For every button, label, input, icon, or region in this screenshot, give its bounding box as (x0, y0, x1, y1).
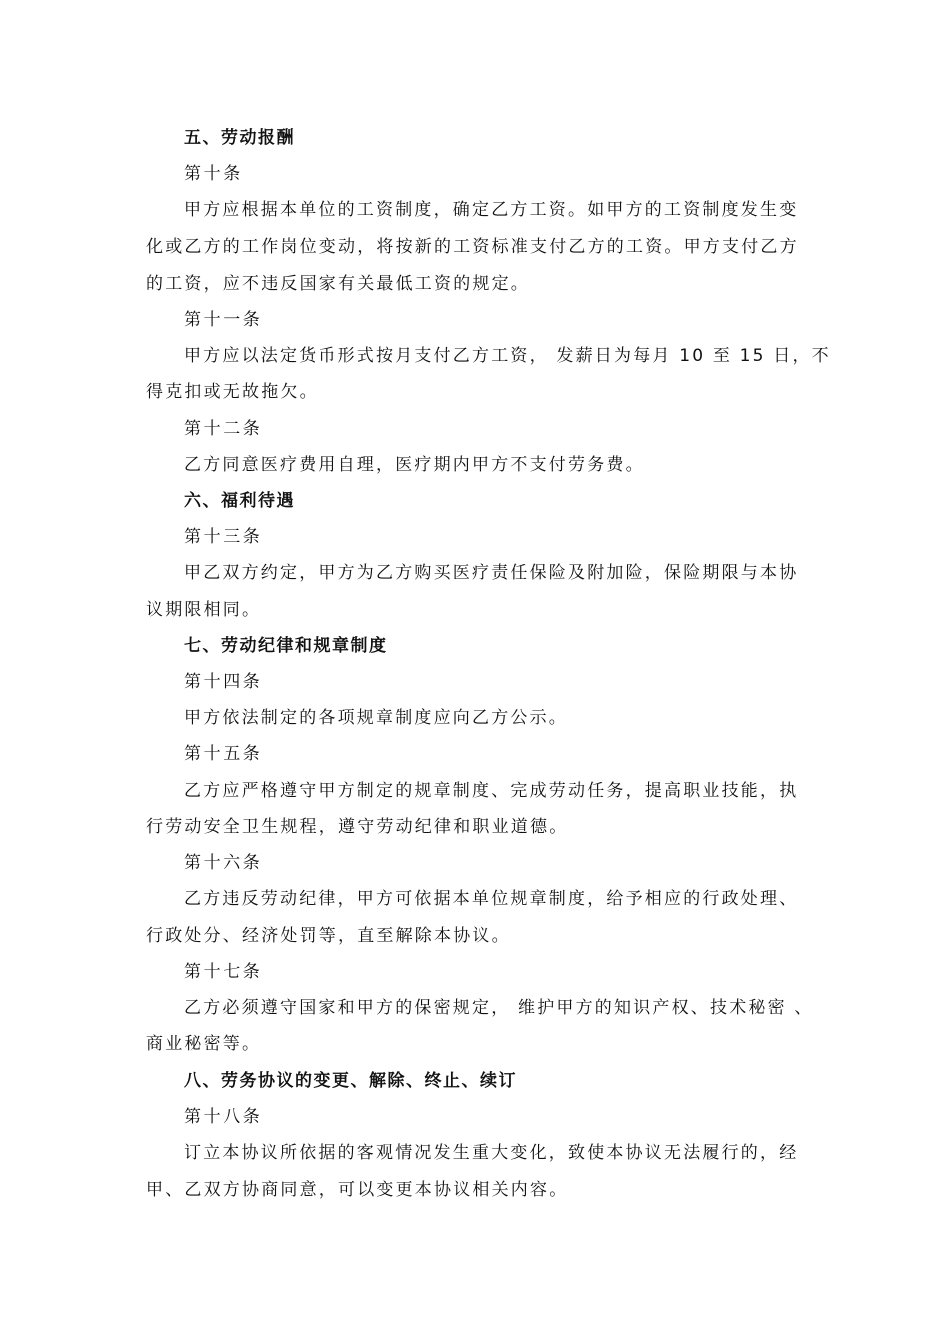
paragraph-line: 甲乙双方约定，甲方为乙方购买医疗责任保险及附加险，保险期限与本协 (184, 563, 799, 583)
paragraph-line: 甲方应以法定货币形式按月支付乙方工资， 发薪日为每月 10 至 15 日，不 (184, 346, 831, 366)
paragraph-line: 行政处分、经济处罚等，直至解除本协议。 (146, 926, 511, 946)
paragraph-line: 乙方违反劳动纪律，甲方可依据本单位规章制度，给予相应的行政处理、 (184, 889, 799, 909)
article-title-15: 第十五条 (184, 744, 263, 764)
paragraph-line: 订立本协议所依据的客观情况发生重大变化，致使本协议无法履行的，经 (184, 1143, 799, 1163)
paragraph-line: 乙方必须遵守国家和甲方的保密规定， 维护甲方的知识产权、技术秘密 、 (184, 998, 814, 1018)
article-title-14: 第十四条 (184, 672, 263, 692)
paragraph-line: 乙方应严格遵守甲方制定的规章制度、完成劳动任务，提高职业技能，执 (184, 781, 799, 801)
paragraph-line: 商业秘密等。 (146, 1034, 262, 1054)
paragraph-line: 行劳动安全卫生规程，遵守劳动纪律和职业道德。 (146, 817, 569, 837)
article-title-11: 第十一条 (184, 310, 263, 330)
paragraph-line: 得克扣或无故拖欠。 (146, 382, 319, 402)
paragraph-line: 的工资，应不违反国家有关最低工资的规定。 (146, 274, 530, 294)
section-heading-8: 八、劳务协议的变更、解除、终止、续订 (184, 1071, 517, 1091)
article-title-12: 第十二条 (184, 419, 263, 439)
paragraph-line: 甲方依法制定的各项规章制度应向乙方公示。 (184, 708, 568, 728)
paragraph-line: 化或乙方的工作岗位变动，将按新的工资标准支付乙方的工资。甲方支付乙方 (146, 237, 799, 257)
article-title-10: 第十条 (184, 164, 243, 184)
section-heading-6: 六、福利待遇 (184, 491, 295, 511)
article-title-18: 第十八条 (184, 1107, 263, 1127)
paragraph-line: 议期限相同。 (146, 600, 262, 620)
article-title-13: 第十三条 (184, 527, 263, 547)
section-heading-7: 七、劳动纪律和规章制度 (184, 636, 388, 656)
article-title-17: 第十七条 (184, 962, 263, 982)
section-heading-5: 五、劳动报酬 (184, 128, 295, 148)
article-title-16: 第十六条 (184, 853, 263, 873)
paragraph-line: 甲、乙双方协商同意，可以变更本协议相关内容。 (146, 1180, 569, 1200)
paragraph-line: 乙方同意医疗费用自理，医疗期内甲方不支付劳务费。 (184, 455, 645, 475)
paragraph-line: 甲方应根据本单位的工资制度，确定乙方工资。如甲方的工资制度发生变 (184, 200, 799, 220)
